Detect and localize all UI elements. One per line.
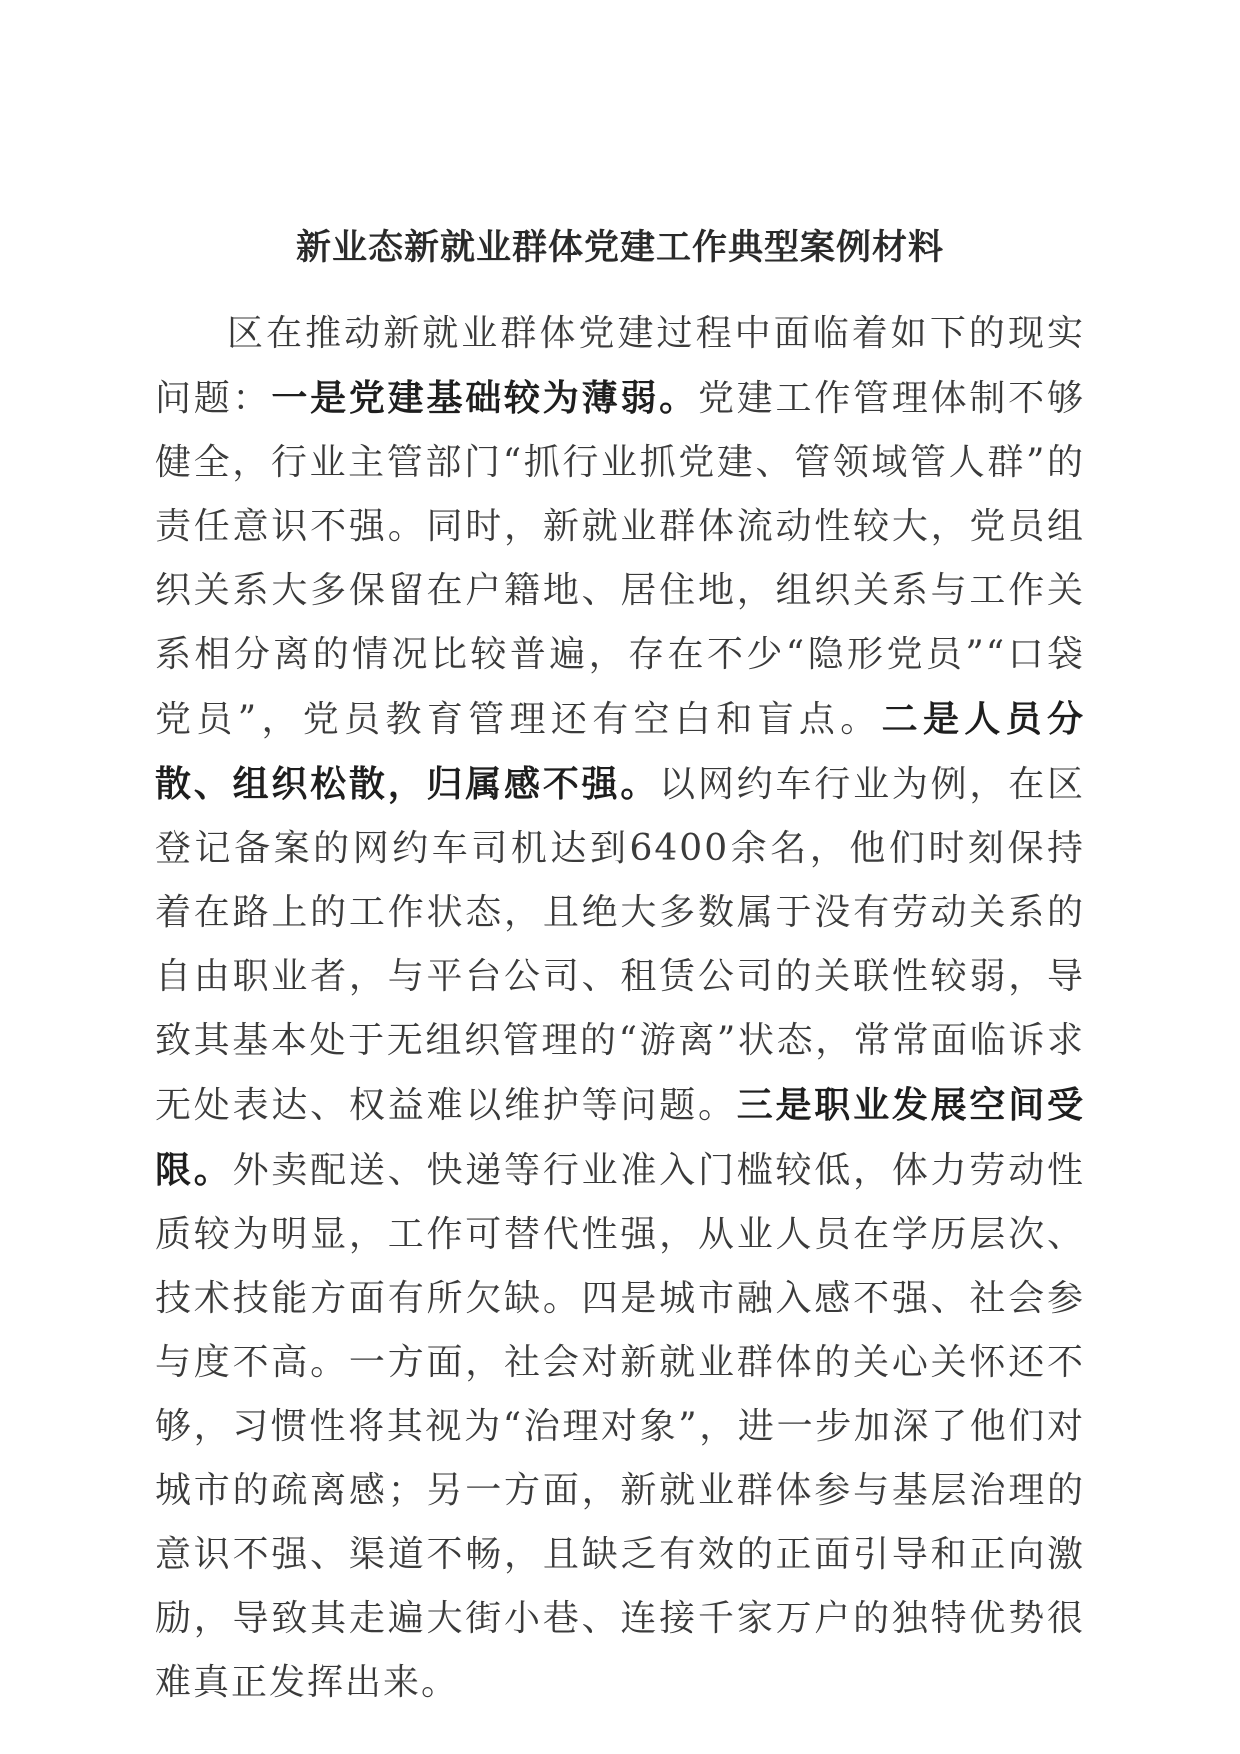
bold-heading-2: 二是人员分散、组织松散，归属感不强。 [155, 698, 1085, 805]
bold-heading-1: 一是党建基础较为薄弱。 [271, 377, 698, 419]
body-paragraph [155, 302, 1085, 1715]
document-title: 新业态新就业群体党建工作典型案例材料 [295, 227, 944, 268]
text-segment: 党建工作管理体制不够健全，行业主管部门“抓行业抓党建、管领域管人群”的责任意识不强。同时，新就业群体流动性较大，党员组织关系大多保留在户籍地、居住地，组织关系与工作关系相分离的情况比较普遍，存在不少“隐形党员”“口袋党员”，党员教育管理还有空白和盲点。 [155, 378, 1085, 740]
text-segment: 以网约车行业为例，在区登记备案的网约车司机达到6400余名，他们时刻保持着在路上的工作状态，且绝大多数属于没有劳动关系的自由职业者，与平台公司、租赁公司的关联性较弱，导致其基本处于无组织管理的“游离”状态，常常面临诉求无处表达、权益难以维护等问题。 [155, 764, 1085, 1126]
text-segment: 区在推动新就业群体党建过程中面临着如下的现实问题： [155, 313, 1085, 419]
text-segment: 外卖配送、快递等行业准入门槛较低，体力劳动性质较为明显，工作可替代性强，从业人员在学历层次、技术技能方面有所欠缺。四是城市融入感不强、社会参与度不高。一方面，社会对新就业群体的关心关怀还不够，习惯性将其视为“治理对象”，进一步加深了他们对城市的疏离感；另一方面，新就业群体参与基层治理的意识不强、渠道不畅，且缺乏有效的正面引导和正向激励，导致其走遍大街小巷、连接千家万户的独特优势很难真正发挥出来。 [155, 1150, 1085, 1703]
bold-heading-3: 三是职业发展空间受限。 [155, 1084, 1085, 1191]
